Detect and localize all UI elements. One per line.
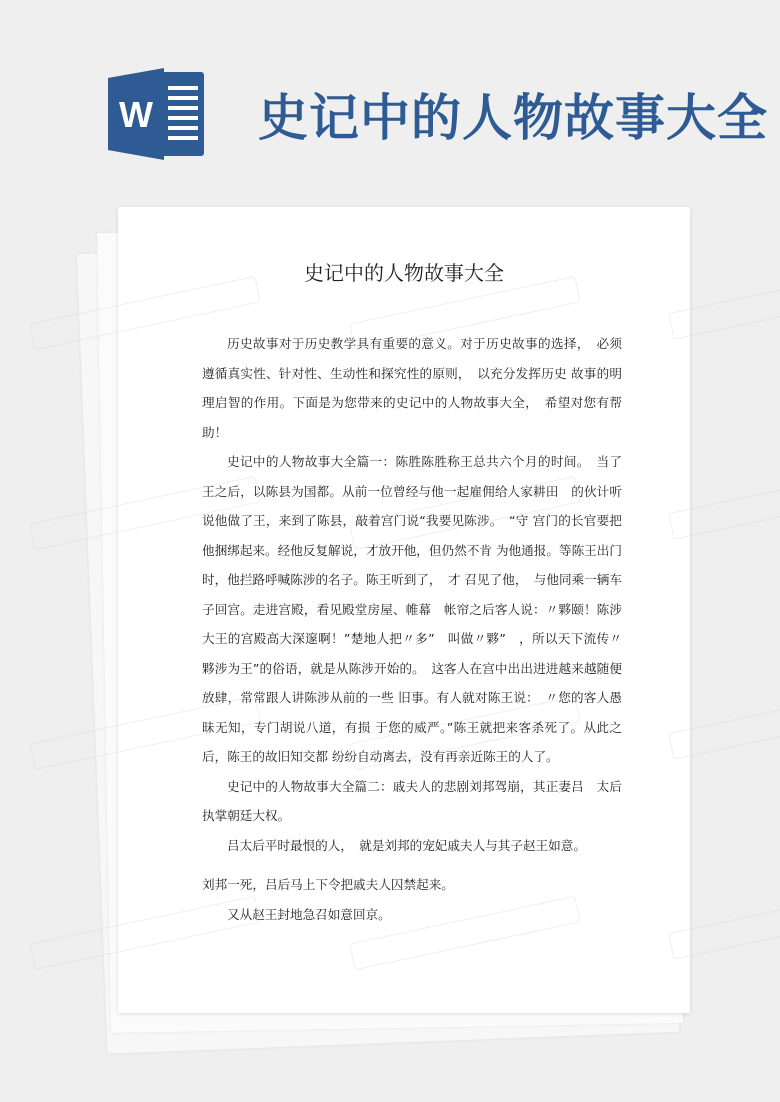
document-body [202, 329, 622, 929]
paragraph: 吕太后平时最恨的人， 就是刘邦的宠妃戚夫人与其子赵王如意。 [227, 837, 586, 853]
document-page [118, 207, 690, 1013]
header-title: 史记中的人物故事大全 [258, 88, 768, 147]
paragraph: 刘邦一死，吕后马上下令把戚夫人囚禁起来。 [202, 877, 454, 892]
paragraph: 史记中的人物故事大全篇二：戚夫人的悲剧刘邦驾崩，其正妻吕 太后执掌朝廷大权。 [202, 778, 622, 823]
paragraph: 史记中的人物故事大全篇一：陈胜陈胜称王总共六个月的时间。 当了王之后，以陈县为国都。从前一位曾经与他一起雇佣给人家耕田 的伙计听说他做了王，来到了陈县，敲着宫门说“我要见陈涉。 “守 宫门的长官要把他捆绑起来。经他反复解说，才放开他，但仍然不肯 为他通报。等陈王出门时，他拦路呼喊陈涉的名子。陈王听到了， 才 召见了他， 与他同乘一辆车子回宫。走进宫殿，看见殿堂房屋、帷幕 帐帘之后客人说：〃夥颐！陈涉大王的宫殿高大深邃啊！”楚地人把〃多” 叫做〃夥” ，所以天下流传〃夥涉为王”的俗语，就是从陈涉开始的。 这客人在宫中出出进进越来越随便放肆，常常跟人讲陈涉从前的一些 旧事。有人就对陈王说： 〃您的客人愚昧无知，专门胡说八道，有损 于您的威严。”陈王就把来客杀死了。从此之后，陈王的故旧知交都 纷纷自动离去，没有再亲近陈王的人了。 [202, 454, 622, 764]
page-header [0, 0, 780, 200]
paragraph: 又从赵王封地急召如意回京。 [227, 906, 391, 922]
svg-text:W: W [119, 94, 153, 135]
document-title: 史记中的人物故事大全 [304, 261, 504, 285]
paragraph: 历史故事对于历史教学具有重要的意义。对于历史故事的选择， 必须遵循真实性、针对性、生动性和探究性的原则， 以充分发挥历史 故事的明理启智的作用。下面是为您带来的史记中的人物故事大全， 希望对您有帮助！ [202, 336, 622, 440]
word-app-icon [108, 68, 206, 160]
